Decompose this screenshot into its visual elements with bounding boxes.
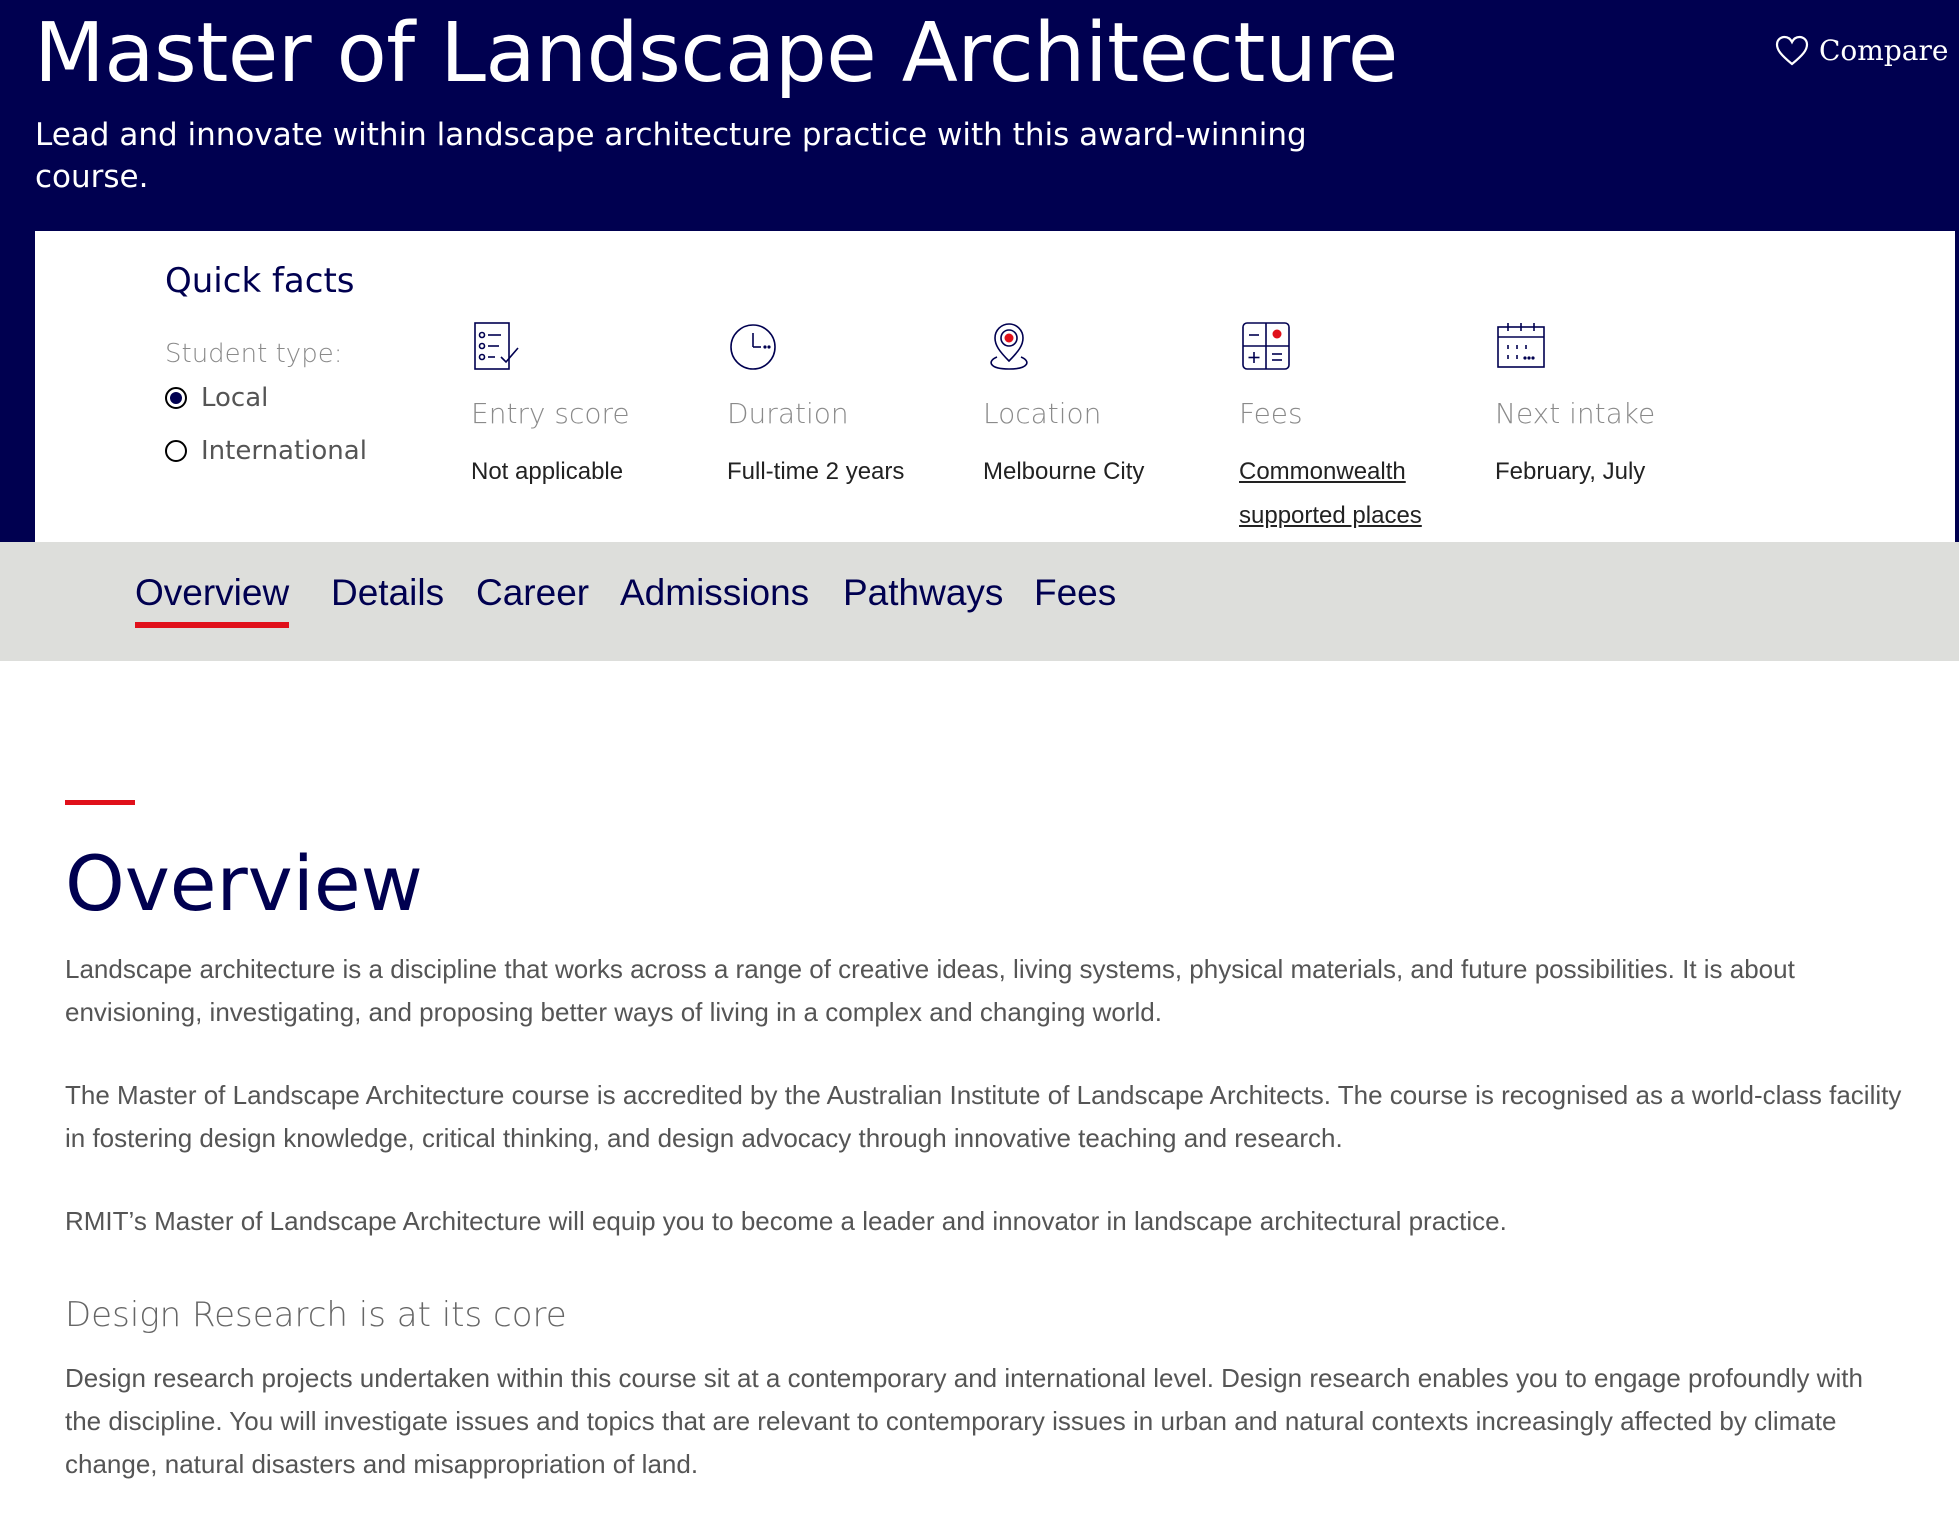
fact-label: Fees (1239, 397, 1303, 430)
fact-label: Entry score (471, 397, 630, 430)
fact-label: Location (983, 397, 1102, 430)
checklist-icon (471, 321, 523, 373)
design-research-heading: Design Research is at its core (65, 1295, 567, 1335)
hero-banner (0, 0, 1959, 542)
fact-next-intake (1495, 321, 1735, 494)
student-type-label: Student type: (165, 339, 343, 369)
section-tab-bar (0, 542, 1959, 661)
tab-admissions[interactable]: Admissions (620, 572, 810, 613)
page-subtitle: Lead and innovate within landscape architecture practice with this award-winning course. (35, 117, 1307, 195)
fact-value: Melbourne City (983, 458, 1145, 485)
fact-value: Full-time 2 years (727, 458, 905, 485)
compare-button[interactable] (1775, 34, 1948, 67)
quick-facts-panel (35, 231, 1955, 542)
overview-paragraph: The Master of Landscape Architecture course is accredited by the Australian Institute of Landscape Architects. The course is recognised as a world-class facility in fostering design knowledge, critical thinking, and design advocacy through innovative teaching and research. (65, 1080, 1902, 1153)
fact-entry-score (471, 321, 711, 494)
fact-duration (727, 321, 967, 494)
fact-location (983, 321, 1223, 494)
calendar-icon (1495, 321, 1547, 373)
tab-fees[interactable]: Fees (1034, 572, 1117, 613)
overview-paragraph: Landscape architecture is a discipline that works across a range of creative ideas, living systems, physical materials, and future possibilities. It is about envisioning, investigating, and proposing better ways of living in a complex and changing world. (65, 954, 1795, 1027)
design-research-paragraph: Design research projects undertaken within this course sit at a contemporary and international level. Design research enables you to engage profoundly with the discipline. You will investigate issues and topics that are relevant to contemporary issues in urban and natural contexts increasingly affected by climate change, natural disasters and misappropriation of land. (65, 1363, 1863, 1479)
overview-paragraph: RMIT’s Master of Landscape Architecture will equip you to become a leader and innovator in landscape architectural practice. (65, 1206, 1507, 1236)
tab-pathways[interactable]: Pathways (843, 572, 1004, 613)
calculator-icon (1239, 321, 1291, 373)
student-type-local-radio[interactable] (165, 383, 268, 413)
fact-label: Duration (727, 397, 849, 430)
heart-icon (1775, 35, 1809, 67)
student-type-option-label: Local (201, 383, 269, 413)
location-pin-icon (983, 321, 1035, 373)
overview-section (65, 800, 1915, 1486)
clock-icon (727, 321, 779, 373)
radio-selected-icon (165, 387, 187, 409)
fact-fees (1239, 321, 1479, 538)
compare-label: Compare (1819, 34, 1949, 67)
student-type-option-label: International (201, 436, 367, 466)
overview-heading: Overview (65, 839, 423, 928)
fact-label: Next intake (1495, 397, 1656, 430)
student-type-international-radio[interactable] (165, 436, 367, 466)
fees-link[interactable]: Commonwealth supported places (1239, 458, 1422, 529)
page-title: Master of Landscape Architecture (34, 6, 1398, 101)
fact-value: February, July (1495, 458, 1646, 485)
fact-value: Not applicable (471, 458, 624, 485)
quick-facts-title: Quick facts (165, 261, 355, 301)
radio-unselected-icon (165, 440, 187, 462)
tab-details[interactable]: Details (331, 572, 445, 613)
section-accent-bar (65, 800, 135, 805)
tab-overview[interactable]: Overview (135, 572, 290, 613)
tab-career[interactable]: Career (476, 572, 590, 613)
